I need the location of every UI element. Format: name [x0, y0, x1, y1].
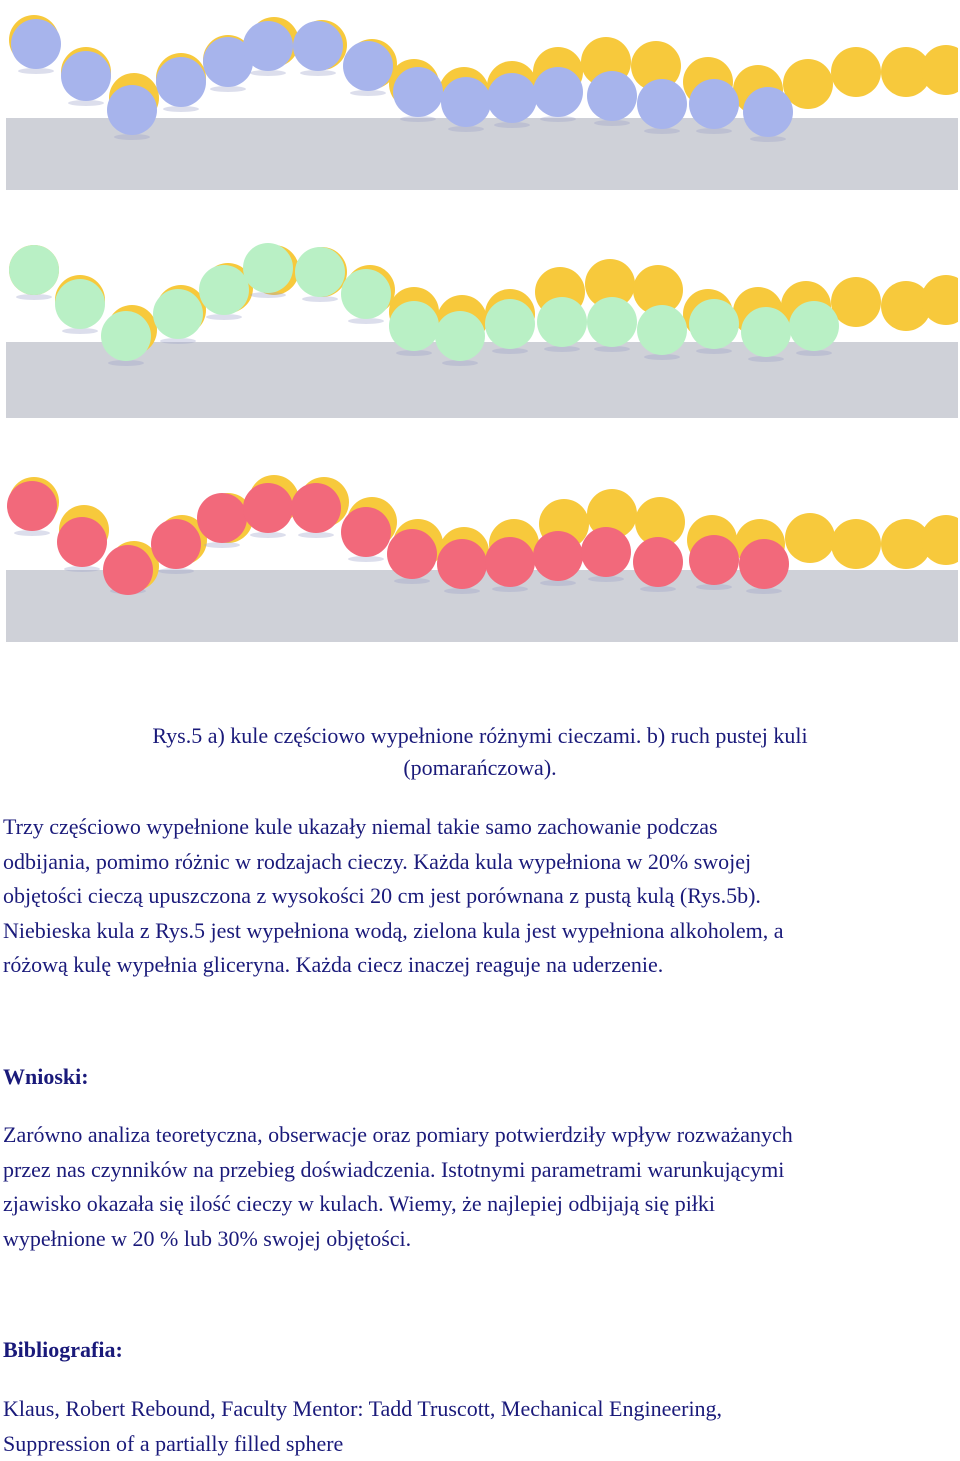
- filled-ball: [581, 527, 631, 577]
- filled-ball: [243, 21, 293, 71]
- filled-ball: [57, 517, 107, 567]
- filled-ball: [533, 531, 583, 581]
- figure-caption: [0, 720, 960, 784]
- paragraph-line: Niebieska kula z Rys.5 jest wypełniona wodą, zielona kula jest wypełniona alkoholem, a: [3, 914, 959, 949]
- panel-pink-glycerin: [6, 460, 958, 650]
- filled-ball: [485, 299, 535, 349]
- conclusions-line: Zarówno analiza teoretyczna, obserwacje oraz pomiary potwierdziły wpływ rozważanych: [3, 1118, 959, 1153]
- panel-blue-water: [6, 0, 958, 200]
- filled-ball: [197, 493, 247, 543]
- filled-ball: [689, 299, 739, 349]
- conclusions-text: [3, 1118, 959, 1256]
- filled-ball: [437, 539, 487, 589]
- filled-ball: [789, 301, 839, 351]
- conclusions-line: zjawisko okazała się ilość cieczy w kulach. Wiemy, że najlepiej odbijają się piłki: [3, 1187, 959, 1222]
- bibliography-line: Klaus, Robert Rebound, Faculty Mentor: Tadd Truscott, Mechanical Engineering,: [3, 1392, 959, 1427]
- filled-ball: [533, 67, 583, 117]
- bibliography-line: Suppression of a partially filled sphere: [3, 1427, 959, 1461]
- filled-ball: [243, 243, 293, 293]
- filled-ball: [11, 19, 61, 69]
- filled-ball: [487, 73, 537, 123]
- caption-line-2: (pomarańczowa).: [0, 752, 960, 784]
- filled-ball: [153, 289, 203, 339]
- filled-ball: [393, 67, 443, 117]
- paragraph-description: [3, 810, 959, 983]
- filled-ball: [151, 519, 201, 569]
- panel-pink-svg: [6, 460, 958, 650]
- filled-ball: [199, 265, 249, 315]
- paragraph-line: objętości cieczą upuszczona z wysokości 20 cm jest porównana z pustą kulą (Rys.5b).: [3, 879, 959, 914]
- filled-ball: [61, 51, 111, 101]
- empty-ball: [921, 45, 958, 95]
- empty-ball: [831, 519, 881, 569]
- conclusions-line: przez nas czynników na przebieg doświadczenia. Istotnymi parametrami warunkującymi: [3, 1153, 959, 1188]
- filled-ball: [291, 483, 341, 533]
- filled-ball: [55, 279, 105, 329]
- panel-blue-svg: [6, 0, 958, 200]
- panel-green-alcohol: [6, 230, 958, 430]
- filled-ball: [587, 71, 637, 121]
- filled-ball: [341, 269, 391, 319]
- filled-ball: [101, 311, 151, 361]
- filled-ball: [637, 79, 687, 129]
- filled-ball: [743, 87, 793, 137]
- empty-ball: [831, 47, 881, 97]
- filled-ball: [741, 307, 791, 357]
- filled-ball: [637, 305, 687, 355]
- conclusions-heading: Wnioski:: [3, 1064, 89, 1090]
- bounce-figure: [0, 0, 960, 650]
- panel-green-svg: [6, 230, 958, 430]
- filled-ball: [295, 247, 345, 297]
- caption-line-1: Rys.5 a) kule częściowo wypełnione różnymi cieczami. b) ruch pustej kuli: [0, 720, 960, 752]
- filled-ball: [689, 535, 739, 585]
- bibliography-text: [3, 1392, 959, 1461]
- filled-ball: [633, 537, 683, 587]
- bibliography-heading: Bibliografia:: [3, 1337, 123, 1363]
- filled-ball: [739, 539, 789, 589]
- filled-ball: [387, 529, 437, 579]
- filled-ball: [293, 21, 343, 71]
- filled-ball: [441, 77, 491, 127]
- filled-ball: [587, 297, 637, 347]
- empty-ball: [785, 513, 835, 563]
- filled-ball: [243, 483, 293, 533]
- filled-ball: [343, 41, 393, 91]
- filled-ball: [9, 245, 59, 295]
- paragraph-line: odbijania, pomimo różnic w rodzajach cieczy. Każda kula wypełniona w 20% swojej: [3, 845, 959, 880]
- empty-ball: [831, 277, 881, 327]
- filled-ball: [156, 57, 206, 107]
- filled-ball: [107, 85, 157, 135]
- filled-ball: [435, 311, 485, 361]
- filled-ball: [7, 481, 57, 531]
- filled-ball: [341, 507, 391, 557]
- paragraph-line: różową kulę wypełnia gliceryna. Każda ciecz inaczej reaguje na uderzenie.: [3, 948, 959, 983]
- filled-ball: [103, 545, 153, 595]
- filled-ball: [389, 301, 439, 351]
- filled-ball: [537, 297, 587, 347]
- filled-ball: [485, 537, 535, 587]
- filled-ball: [689, 79, 739, 129]
- paragraph-line: Trzy częściowo wypełnione kule ukazały niemal takie samo zachowanie podczas: [3, 810, 959, 845]
- conclusions-line: wypełnione w 20 % lub 30% swojej objętości.: [3, 1222, 959, 1257]
